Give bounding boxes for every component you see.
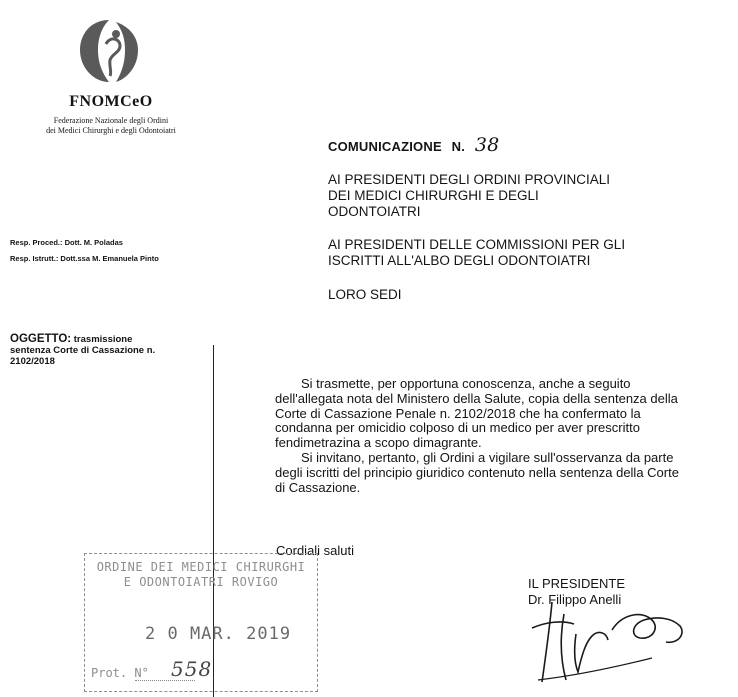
subject-block (10, 334, 206, 367)
stamp-line-2: E ODONTOIATRI ROVIGO (123, 575, 279, 589)
stamp-prot-number: 558 (171, 657, 213, 681)
recipient-line: DEI MEDICI CHIRURGHI E DEGLI (328, 188, 539, 203)
recipients-group-1 (328, 172, 610, 220)
subject-label: OGGETTO: (10, 333, 72, 345)
org-short-name: FNOMCeO (69, 93, 153, 110)
president-name: Dr. Filippo Anelli (528, 592, 622, 607)
fnomceo-logo-icon (76, 14, 142, 86)
communication-number: 38 (474, 134, 500, 156)
stamp-prot-label: Prot. N° (91, 666, 149, 680)
recipient-line: ISCRITTI ALL'ALBO DEGLI ODONTOIATRI (328, 253, 591, 268)
recipient-line: AI PRESIDENTI DELLE COMMISSIONI PER GLI (328, 237, 626, 252)
subject-text-line-2: sentenza Corte di Cassazione n. (10, 345, 156, 356)
handwritten-signature-icon (512, 584, 692, 694)
communication-label: COMUNICAZIONE (328, 139, 442, 154)
body-paragraph-2: Si invitano, pertanto, gli Ordini a vigilare sull'osservanza da parte degli iscritti del principio giuridico contenuto nella sentenza della Corte di Cassazione. (275, 449, 679, 495)
communication-number-prefix: N. (451, 139, 466, 154)
president-title: IL PRESIDENTE (528, 576, 626, 591)
recipient-line: ODONTOIATRI (328, 204, 421, 219)
body-paragraph-1: Si trasmette, per opportuna conoscenza, anche a seguito dell'allegata nota del Ministero della Salute, copia della sentenza della Corte di Cassazione Penale n. 2102/2018 che ha confermato la condanna per omicidio colposo di un medico per aver prescritto fendimetrazina a scopo dimagrante. (275, 376, 678, 451)
stamp-line-1: ORDINE DEI MEDICI CHIRURGHI (96, 560, 306, 574)
resp-istrutt: Resp. Istrutt.: Dott.ssa M. Emanuela Pinto (10, 254, 159, 263)
recipient-line: AI PRESIDENTI DEGLI ORDINI PROVINCIALI (328, 172, 611, 187)
org-full-name (20, 116, 202, 136)
org-full-line-2: dei Medici Chirurghi e degli Odontoiatri (46, 126, 176, 135)
communication-heading (328, 134, 499, 156)
org-full-line-1: Federazione Nazionale degli Ordini (53, 116, 169, 125)
resp-proced: Resp. Proced.: Dott. M. Poladas (10, 238, 123, 247)
recipients-group-2 (328, 237, 625, 269)
stamp-date: 2 0 MAR. 2019 (145, 624, 292, 644)
subject-text-line-3: 2102/2018 (10, 356, 55, 367)
closing-greeting: Cordiali saluti (276, 543, 355, 558)
protocol-stamp (84, 553, 318, 692)
letter-body (275, 377, 685, 495)
subject-text-line-1: trasmissione (73, 334, 133, 345)
loro-sedi: LORO SEDI (328, 287, 402, 302)
